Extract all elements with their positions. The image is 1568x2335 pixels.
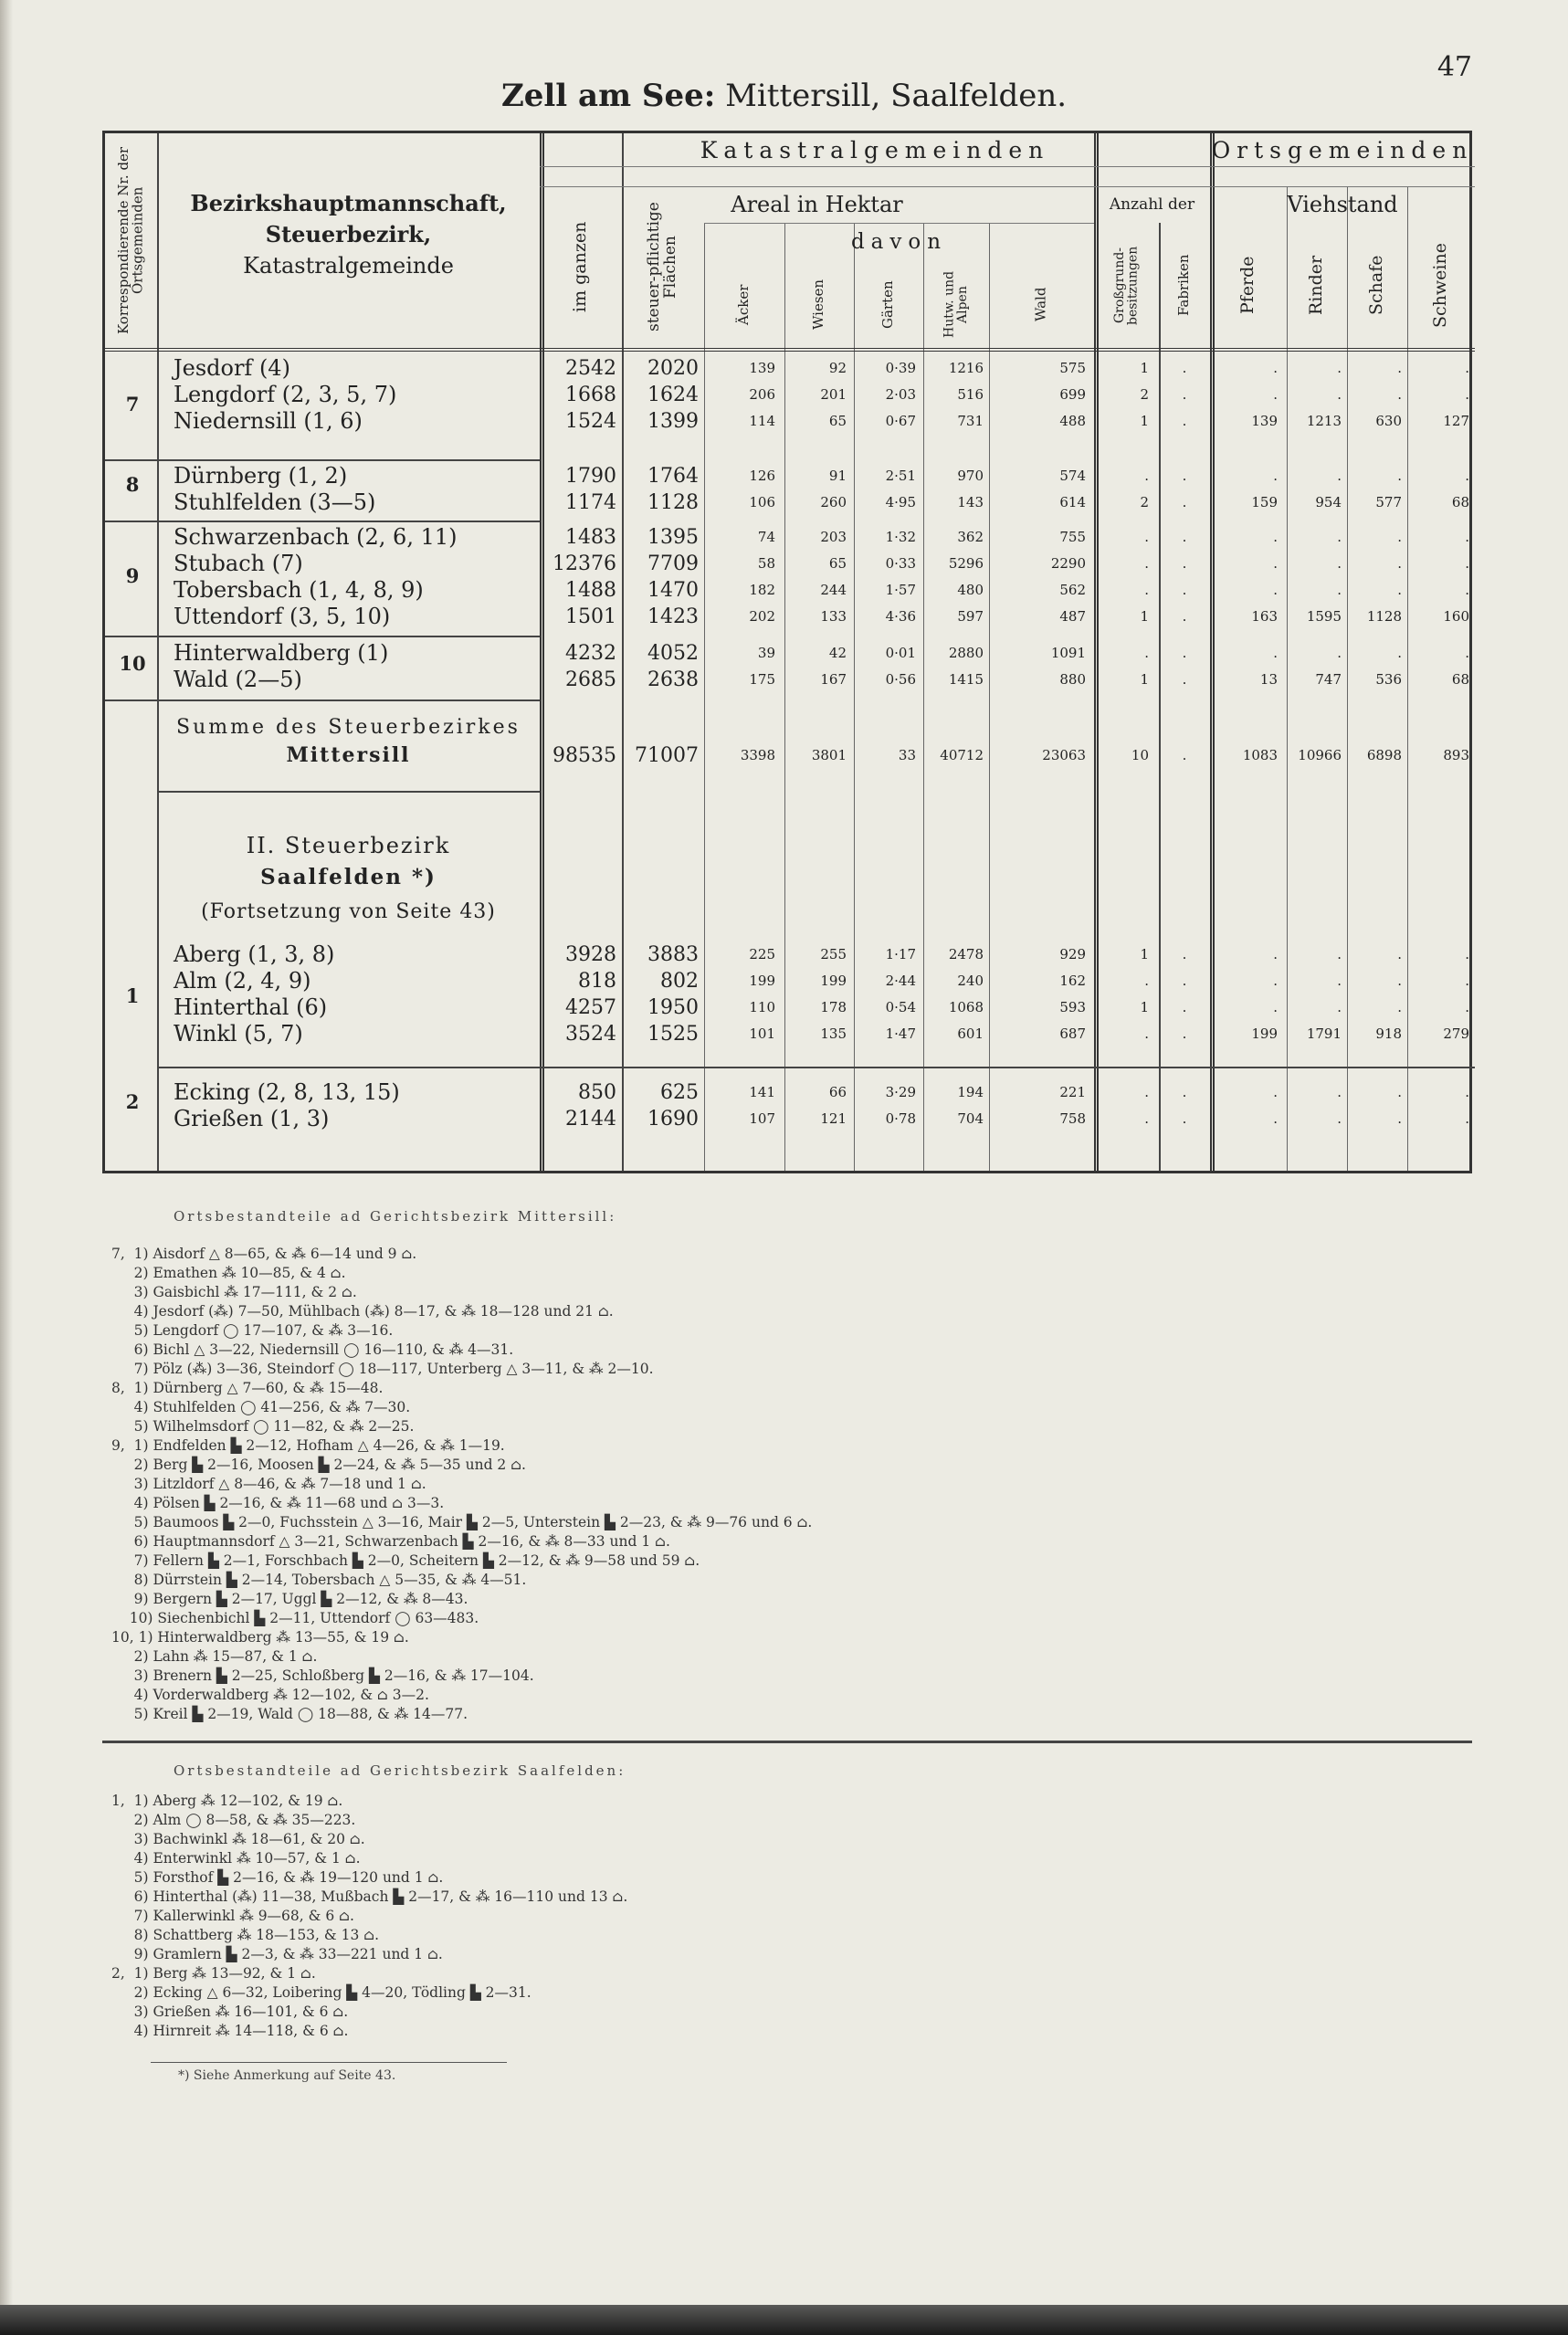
cell-gaerten: 2·51 4·95 xyxy=(885,468,916,510)
notes-saalfelden: 1, 1) Aberg ⁂ 12—102, & 19 ⌂. 2) Alm ◯ 8—58, & ⁂ 35—223. 3) Bachwinkl ⁂ 18—61, & 20 ⌂. 4) Enterwinkl ⁂ 10—57, & 1 ⌂. 5) Forsthof ▙ 2—16, & ⁂ 19—120 und 1 ⌂. 6) Hinterthal (⁂) 11—38, Mußbach ▙ 2—17, & ⁂ 16—110 und 13 ⌂. 7) Kallerwinkl ⁂ 9—68, & 6 ⌂. 8) Schattberg ⁂ 18—153, & 13 ⌂. 9) Gramlern ▙ 2—3, & ⁂ 33—221 und 1 ⌂. 2, 1) Berg ⁂ 13—92, & 1 ⌂. 2) Ecking △ 6—32, Loibering ▙ 4—20, Tödling ▙ 2—31. 3) Grießen ⁂ 16—101, & 6 ⌂. 4) Hirnreit ⁂ 14—118, & 6 ⌂. xyxy=(111,1793,628,2039)
cell-gross: . 2 xyxy=(1140,468,1149,510)
cell-pferde: . . . 163 xyxy=(1251,529,1278,625)
cell-hutw: 1216 516 731 xyxy=(948,360,984,429)
page-title xyxy=(0,78,1568,114)
section2-line1: II. Steuerbezirk xyxy=(246,833,451,858)
bezirk-line3: Katastralgemeinde xyxy=(243,253,454,279)
cell-schweine: . 68 xyxy=(1451,645,1469,688)
col-header-schafe: Schafe xyxy=(1366,255,1387,316)
cell-steuer: 4052 2638 xyxy=(647,642,699,691)
cell-aecker: 225 199 110 101 xyxy=(749,946,775,1042)
cell-schweine: . 68 xyxy=(1451,468,1469,510)
cell-steuer: 2020 1624 1399 xyxy=(647,357,699,433)
cell-hutw: 2880 1415 xyxy=(948,645,984,688)
gemeinde-names: Aberg (1, 3, 8) Alm (2, 4, 9) Hinterthal (6) Winkl (5, 7) xyxy=(174,941,335,1047)
cell-fabriken: . . xyxy=(1182,468,1187,510)
cell-schweine: . . xyxy=(1465,1084,1469,1127)
cell-fabriken: . . . . xyxy=(1182,529,1187,625)
cell-aecker: 3398 xyxy=(740,747,775,763)
statistics-table xyxy=(102,131,1472,1173)
cell-pferde: 1083 xyxy=(1242,747,1278,763)
header-davon: davon xyxy=(850,230,948,254)
cell-gross: 10 xyxy=(1131,747,1149,763)
cell-ganzen: 2542 1668 1524 xyxy=(565,357,616,433)
cell-aecker: 126 106 xyxy=(749,468,775,510)
gemeinde-names: Hinterwaldberg (1) Wald (2—5) xyxy=(174,640,389,692)
notes-mittersill-heading: Ortsbestandteile ad Gerichtsbezirk Mittersill: xyxy=(174,1208,617,1225)
section2-line2: Saalfelden *) xyxy=(260,865,437,889)
cell-aecker: 39 175 xyxy=(749,645,775,688)
row-number: 1 xyxy=(125,984,140,1007)
header-viehstand: Viehstand xyxy=(1287,192,1398,217)
cell-schweine: . . . 279 xyxy=(1443,946,1469,1042)
row-number: 2 xyxy=(125,1090,140,1113)
col-header-fabriken: Fabriken xyxy=(1175,254,1193,317)
header-anzahl: Anzahl der xyxy=(1109,195,1195,214)
row-number: 7 xyxy=(125,393,140,415)
cell-pferde: . . 139 xyxy=(1251,360,1278,429)
cell-ganzen: 1483 12376 1488 1501 xyxy=(552,526,616,628)
cell-wiesen: 92 201 65 xyxy=(820,360,847,429)
row-number: 9 xyxy=(125,564,140,587)
cell-fabriken: . xyxy=(1182,747,1187,763)
col-header-bezirk xyxy=(157,188,540,281)
notes-mittersill: 7, 1) Aisdorf △ 8—65, & ⁂ 6—14 und 9 ⌂. 2) Emathen ⁂ 10—85, & 4 ⌂. 3) Gaisbichl ⁂ 17—111, & 2 ⌂. 4) Jesdorf (⁂) 7—50, Mühlbach (⁂) 8—17, & ⁂ 18—128 und 21 ⌂. 5) Lengdorf ◯ 17—107, & ⁂ 3—16. 6) Bichl △ 3—22, Niedernsill ◯ 16—110, & ⁂ 4—31. 7) Pölz (⁂) 3—36, Steindorf ◯ 18—117, Unterberg △ 3—11, & ⁂ 2—10. 8, 1) Dürnberg △ 7—60, & ⁂ 15—48. 4) Stuhlfelden ◯ 41—256, & ⁂ 7—30. 5) Wilhelmsdorf ◯ 11—82, & ⁂ 2—25. 9, 1) Endfelden ▙ 2—12, Hofham △ 4—26, & ⁂ 1—19. 2) Berg ▙ 2—16, Moosen ▙ 2—24, & ⁂ 5—35 und 2 ⌂. 3) Litzldorf △ 8—46, & ⁂ 7—18 und 1 ⌂. 4) Pölsen ▙ 2—16, & ⁂ 11—68 und ⌂ 3—3. 5) Baumoos ▙ 2—0, Fuchsstein △ 3—16, Mair ▙ 2—5, Unterstein ▙ 2—23, & ⁂ 9—76 und 6 ⌂. 6) Hauptmannsdorf △ 3—21, Schwarzenbach ▙ 2—16, & ⁂ 8—33 und 1 ⌂. 7) Fellern ▙ 2—1, Forschbach ▙ 2—0, Scheitern ▙ 2—12, & ⁂ 9—58 und 59 ⌂. 8) Dürrstein ▙ 2—14, Tobersbach △ 5—35, & ⁂ 4—51. 9) Bergern ▙ 2—17, Uggl ▙ 2—12, & ⁂ 8—43. 10) Siechenbichl ▙ 2—11, Uttendorf ◯ 63—483. 10, 1) Hinterwaldberg ⁂ 13—55, & 19 ⌂. 2) Lahn ⁂ 15—87, & 1 ⌂. 3) Brenern ▙ 2—25, Schloßberg ▙ 2—16, & ⁂ 17—104. 4) Vorderwaldberg ⁂ 12—102, & ⌂ 3—2. 5) Kreil ▙ 2—19, Wald ◯ 18—88, & ⁂ 14—77. xyxy=(111,1246,813,1722)
cell-aecker: 74 58 182 202 xyxy=(749,529,775,625)
cell-schafe: . . xyxy=(1397,1084,1402,1127)
cell-gaerten: 1·17 2·44 0·54 1·47 xyxy=(885,946,916,1042)
cell-gross: 1 . 1 . xyxy=(1140,946,1149,1042)
cell-ganzen: 3928 818 4257 3524 xyxy=(565,943,616,1046)
cell-gross: 1 2 1 xyxy=(1140,360,1149,429)
bezirk-line2: Steuerbezirk, xyxy=(265,221,432,247)
section2-line3: (Fortsetzung von Seite 43) xyxy=(201,900,496,923)
cell-schafe: . 577 xyxy=(1375,468,1402,510)
header-ortsgemeinden: Ortsgemeinden xyxy=(1211,137,1474,163)
title-bold: Zell am See: xyxy=(500,78,716,114)
cell-gaerten: 1·32 0·33 1·57 4·36 xyxy=(885,529,916,625)
gemeinde-names: Dürnberg (1, 2) Stuhlfelden (3—5) xyxy=(174,463,376,515)
cell-wald: 574 614 xyxy=(1059,468,1086,510)
col-header-aecker: Äcker xyxy=(735,284,752,325)
cell-gross: . . . 1 xyxy=(1140,529,1149,625)
row-number: 8 xyxy=(125,473,140,496)
cell-rinder: . . . 1595 xyxy=(1306,529,1342,625)
col-header-wald: Wald xyxy=(1032,287,1049,322)
cell-pferde: . 13 xyxy=(1259,645,1278,688)
row-number: 10 xyxy=(119,652,146,675)
summe-label: Summe des Steuerbezirkes xyxy=(176,716,521,739)
scan-bottom-band xyxy=(0,2305,1568,2335)
cell-wald: 23063 xyxy=(1042,747,1086,763)
cell-hutw: 194 704 xyxy=(957,1084,984,1127)
col-header-gaerten: Gärten xyxy=(879,280,897,329)
cell-wald: 221 758 xyxy=(1059,1084,1086,1127)
cell-wiesen: 3801 xyxy=(811,747,847,763)
footnote: *) Siehe Anmerkung auf Seite 43. xyxy=(178,2068,396,2083)
cell-ganzen: 1790 1174 xyxy=(565,465,616,514)
cell-gaerten: 3·29 0·78 xyxy=(885,1084,916,1127)
header-areal: Areal in Hektar xyxy=(731,192,903,217)
cell-gaerten: 33 xyxy=(898,747,916,763)
scan-edge xyxy=(0,0,13,2335)
title-rest: Mittersill, Saalfelden. xyxy=(715,78,1068,114)
col-header-ganzen: im ganzen xyxy=(570,221,591,313)
header-katastral: Katastralgemeinden xyxy=(700,137,1050,163)
summe-bezirk: Mittersill xyxy=(286,743,411,767)
cell-gross: . . xyxy=(1144,1084,1149,1127)
cell-wiesen: 66 121 xyxy=(820,1084,847,1127)
bezirk-line1: Bezirkshauptmannschaft, xyxy=(190,190,507,216)
cell-fabriken: . . . xyxy=(1182,360,1187,429)
cell-schweine: 893 xyxy=(1443,747,1469,763)
footnote-rule xyxy=(151,2062,507,2063)
cell-pferde: . . xyxy=(1273,1084,1278,1127)
cell-schweine: . . 127 xyxy=(1443,360,1469,429)
cell-rinder: . 954 xyxy=(1315,468,1342,510)
col-header-nr: Korrespondierende Nr. der Ortsgemeinden xyxy=(114,146,146,335)
cell-wiesen: 42 167 xyxy=(820,645,847,688)
cell-ganzen: 4232 2685 xyxy=(565,642,616,691)
cell-aecker: 141 107 xyxy=(749,1084,775,1127)
col-header-wiesen: Wiesen xyxy=(810,279,827,331)
cell-wald: 755 2290 562 487 xyxy=(1050,529,1086,625)
cell-fabriken: . . . . xyxy=(1182,946,1187,1042)
col-header-pferde: Pferde xyxy=(1237,256,1258,315)
cell-aecker: 139 206 114 xyxy=(749,360,775,429)
col-header-rinder: Rinder xyxy=(1306,255,1327,316)
cell-hutw: 40712 xyxy=(940,747,984,763)
cell-ganzen: 98535 xyxy=(552,744,616,767)
cell-gaerten: 0·01 0·56 xyxy=(885,645,916,688)
cell-schweine: . . . 160 xyxy=(1443,529,1469,625)
cell-wiesen: 203 65 244 133 xyxy=(820,529,847,625)
cell-schafe: . . . 1128 xyxy=(1366,529,1402,625)
cell-hutw: 2478 240 1068 601 xyxy=(948,946,984,1042)
cell-wald: 575 699 488 xyxy=(1059,360,1086,429)
cell-steuer: 1395 7709 1470 1423 xyxy=(647,526,699,628)
cell-wald: 929 162 593 687 xyxy=(1059,946,1086,1042)
cell-hutw: 970 143 xyxy=(957,468,984,510)
cell-gross: . 1 xyxy=(1140,645,1149,688)
gemeinde-names: Ecking (2, 8, 13, 15) Grießen (1, 3) xyxy=(174,1079,400,1131)
cell-rinder: . . 1213 xyxy=(1306,360,1342,429)
cell-rinder: . . xyxy=(1337,1084,1342,1127)
cell-wiesen: 255 199 178 135 xyxy=(820,946,847,1042)
col-header-gross: Großgrund-besitzungen xyxy=(1111,246,1141,325)
cell-ganzen: 850 2144 xyxy=(565,1081,616,1131)
cell-wald: 1091 880 xyxy=(1050,645,1086,688)
cell-fabriken: . . xyxy=(1182,1084,1187,1127)
col-header-schweine: Schweine xyxy=(1430,243,1451,328)
cell-pferde: . . . 199 xyxy=(1251,946,1278,1042)
gemeinde-names: Schwarzenbach (2, 6, 11) Stubach (7) Tobersbach (1, 4, 8, 9) Uttendorf (3, 5, 10) xyxy=(174,524,458,629)
col-header-hutw: Hutw. und Alpen xyxy=(942,270,970,339)
cell-schafe: . . . 918 xyxy=(1375,946,1402,1042)
divider xyxy=(102,1741,1472,1743)
cell-rinder: 10966 xyxy=(1298,747,1342,763)
cell-wiesen: 91 260 xyxy=(820,468,847,510)
gemeinde-names: Jesdorf (4) Lengdorf (2, 3, 5, 7) Niedernsill (1, 6) xyxy=(174,355,397,434)
cell-steuer: 3883 802 1950 1525 xyxy=(647,943,699,1046)
cell-rinder: . . . 1791 xyxy=(1306,946,1342,1042)
cell-rinder: . 747 xyxy=(1315,645,1342,688)
cell-gaerten: 0·39 2·03 0·67 xyxy=(885,360,916,429)
cell-hutw: 362 5296 480 597 xyxy=(948,529,984,625)
cell-schafe: . . 630 xyxy=(1375,360,1402,429)
col-header-steuer: steuer-pflichtige Flächen xyxy=(645,202,679,332)
cell-schafe: 6898 xyxy=(1366,747,1402,763)
notes-saalfelden-heading: Ortsbestandteile ad Gerichtsbezirk Saalfelden: xyxy=(174,1762,626,1779)
cell-schafe: . 536 xyxy=(1375,645,1402,688)
cell-steuer: 625 1690 xyxy=(647,1081,699,1131)
cell-steuer: 71007 xyxy=(635,744,699,767)
cell-pferde: . 159 xyxy=(1251,468,1278,510)
cell-steuer: 1764 1128 xyxy=(647,465,699,514)
cell-fabriken: . . xyxy=(1182,645,1187,688)
page-number: 47 xyxy=(1436,51,1472,83)
